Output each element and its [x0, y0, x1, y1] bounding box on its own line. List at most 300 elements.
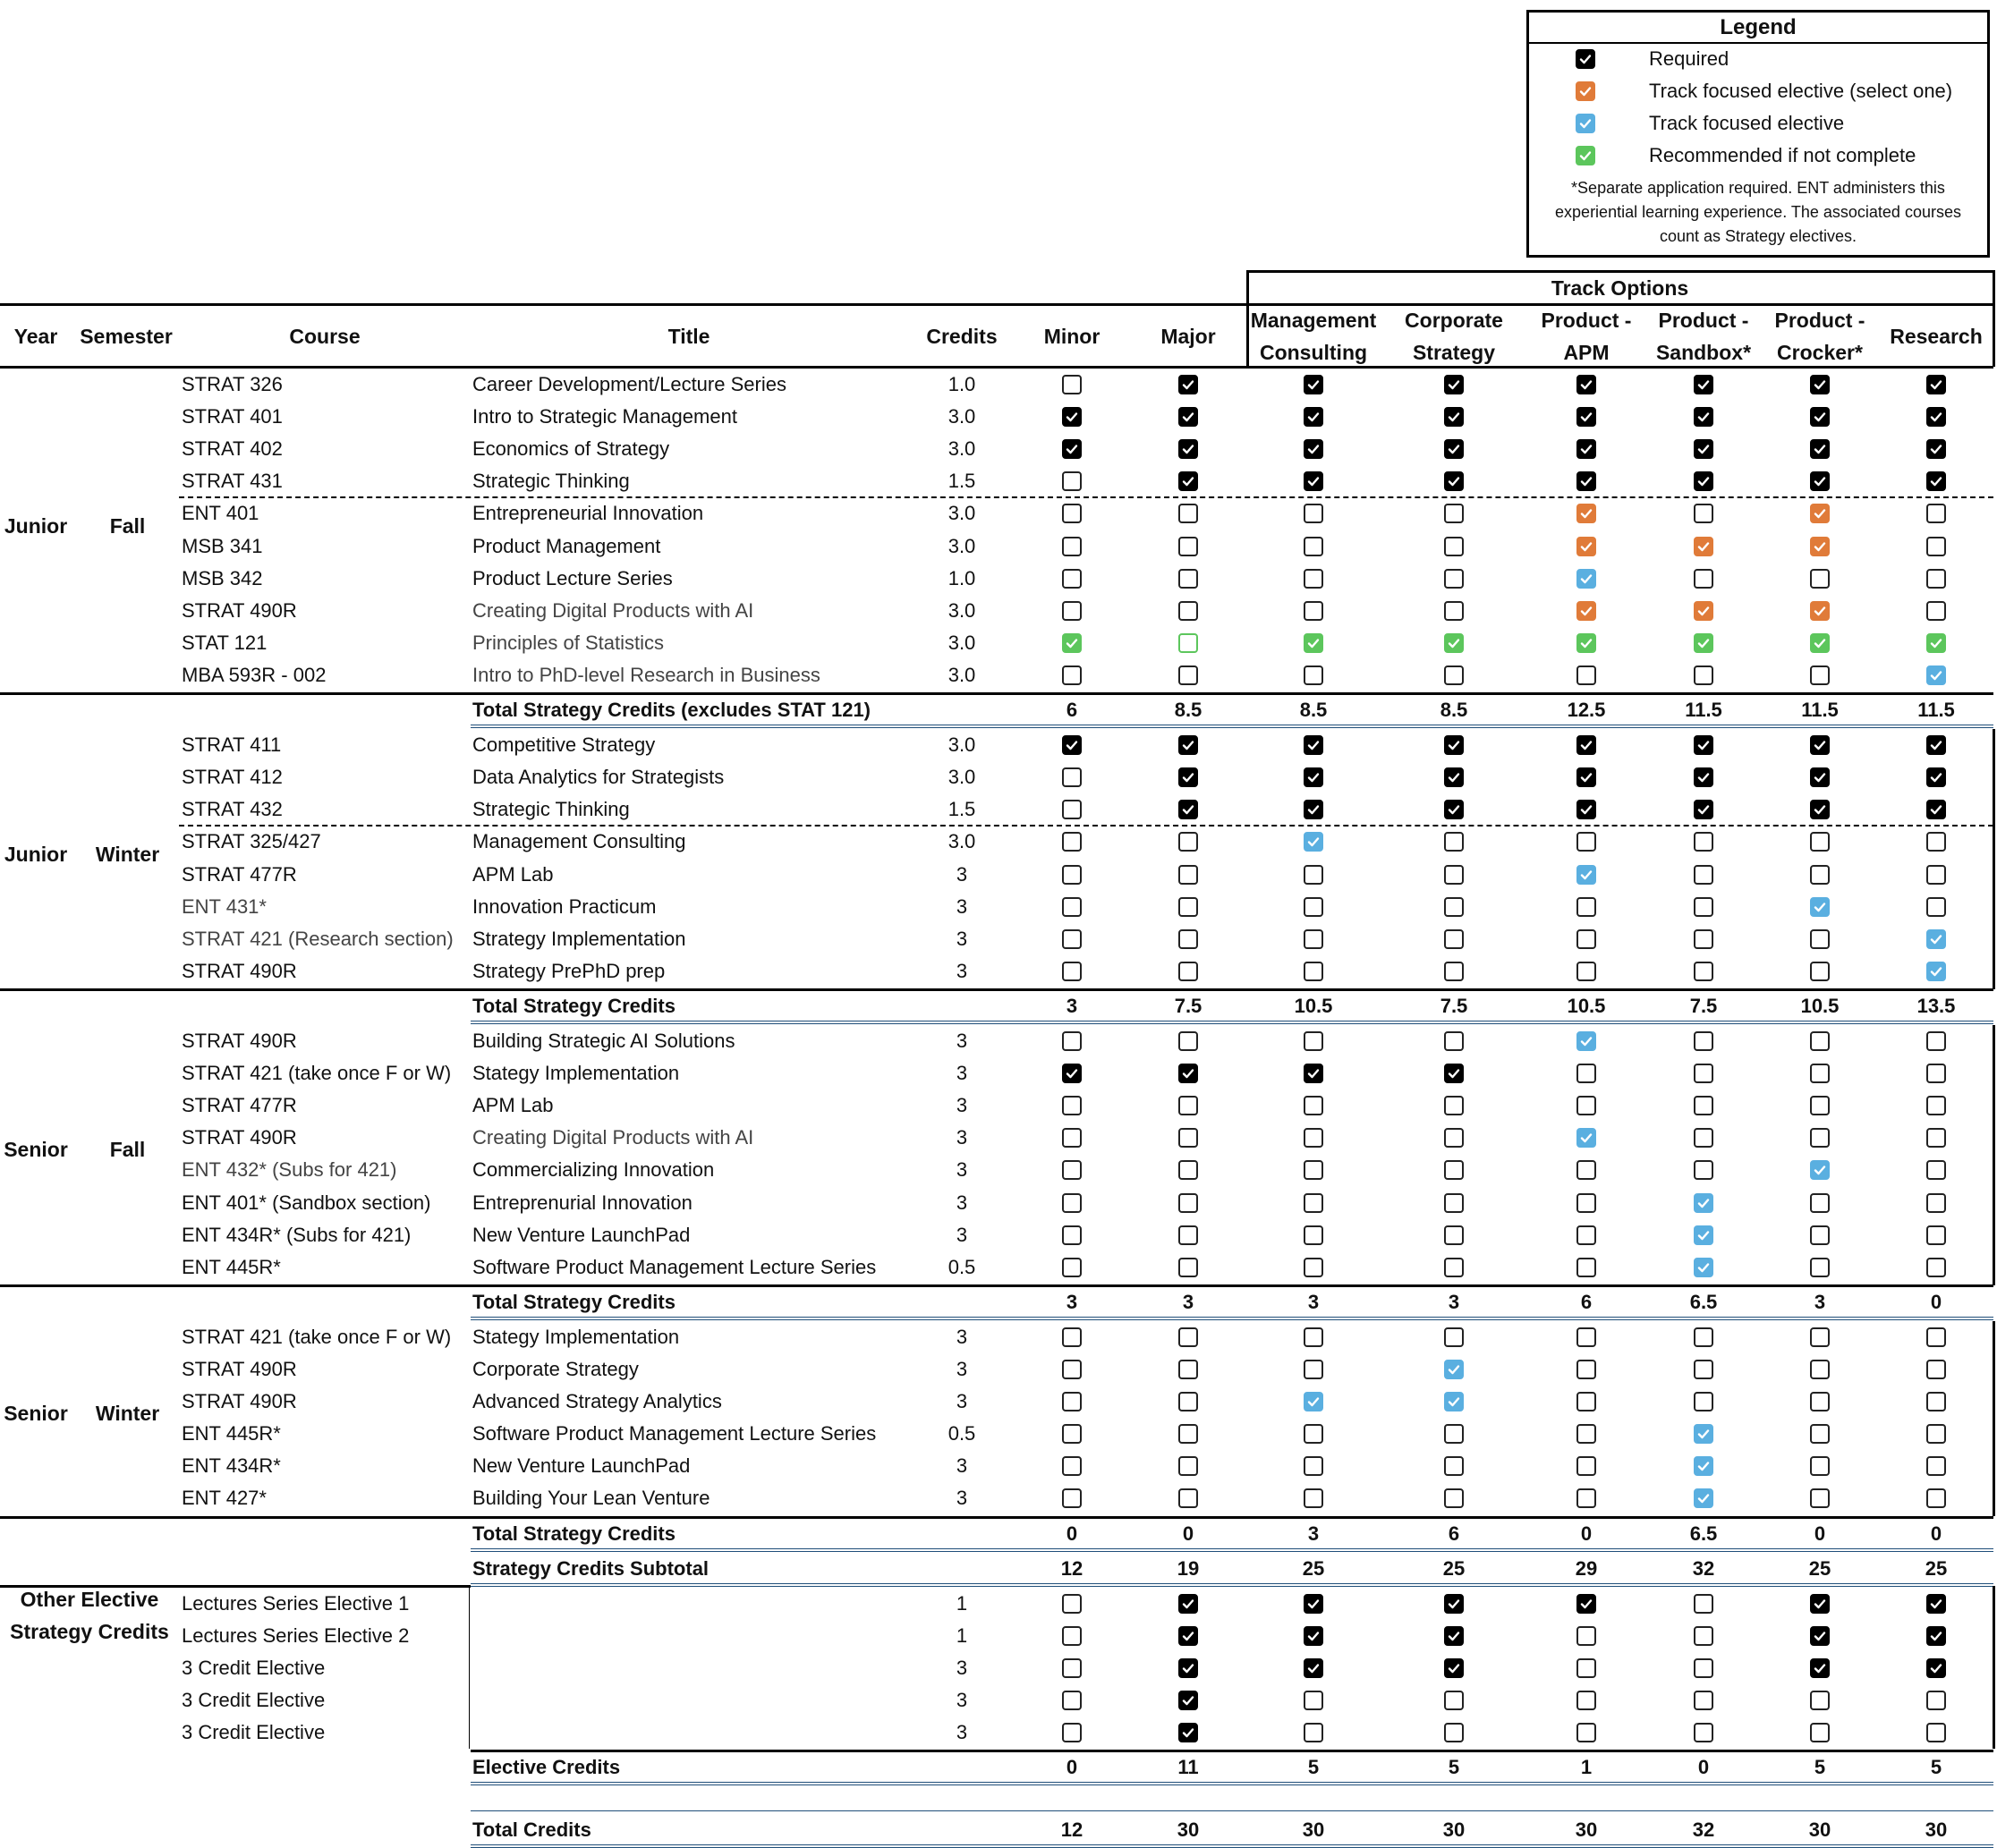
track-checkbox-icon [1178, 1160, 1198, 1180]
course-credits: 3 [956, 1126, 968, 1149]
course-title: Strategy PrePhD prep [472, 959, 666, 982]
track-checkbox-icon [1444, 897, 1464, 917]
track-options-header: Track Options [1551, 276, 1689, 300]
course-code: ENT 432* (Subs for 421) [182, 1158, 397, 1182]
track-checkbox-icon [1576, 1456, 1596, 1476]
track-checkbox-icon [1304, 1258, 1323, 1277]
course-title: Building Your Lean Venture [472, 1487, 710, 1510]
track-checkbox-icon [1062, 1064, 1082, 1083]
track-checkbox-icon [1694, 1225, 1713, 1245]
track-checkbox-icon [1926, 1160, 1946, 1180]
course-credits: 1.0 [948, 566, 976, 589]
elective-right-border [1993, 1586, 1995, 1750]
section-total-value: 0 [1930, 1290, 1942, 1313]
track-checkbox-icon [1810, 1360, 1830, 1379]
track-checkbox-icon [1178, 1594, 1198, 1614]
course-code: ENT 434R* [182, 1454, 281, 1478]
course-code: ENT 434R* (Subs for 421) [182, 1223, 412, 1246]
legend-label: Track focused elective [1649, 112, 1845, 134]
course-credits: 3 [956, 894, 968, 918]
track-checkbox-icon [1694, 735, 1713, 755]
section-total-value: 0 [1182, 1522, 1194, 1545]
elective-credits: 3 [956, 1656, 968, 1679]
section-total-value: 6.5 [1689, 1522, 1718, 1545]
track-checkbox-icon [1576, 633, 1596, 653]
track-checkbox-icon [1926, 407, 1946, 427]
track-checkbox-icon [1444, 504, 1464, 523]
track-checkbox-icon [1810, 537, 1830, 556]
section-total-value: 3 [1066, 1290, 1078, 1313]
track-checkbox-icon [1304, 1064, 1323, 1083]
course-credits: 3 [956, 1390, 968, 1413]
track-checkbox-icon [1444, 962, 1464, 981]
elective-credits: 1 [956, 1623, 968, 1647]
credits-header: Credits [926, 325, 998, 348]
course-title: Principles of Statistics [472, 631, 664, 654]
track-checkbox-icon [1576, 865, 1596, 885]
grand-total-label: Total Credits [472, 1818, 591, 1842]
track-checkbox-icon [1178, 407, 1198, 427]
track-checkbox-icon [1694, 1456, 1713, 1476]
track-checkbox-icon [1926, 1225, 1946, 1245]
track-checkbox-icon [1178, 601, 1198, 621]
track-checkbox-icon [1926, 1031, 1946, 1051]
track-checkbox-icon [1926, 1658, 1946, 1678]
track-checkbox-icon [1810, 767, 1830, 787]
track-checkbox-icon [1304, 665, 1323, 685]
major-header: Major [1160, 325, 1216, 348]
track-checkbox-icon [1178, 767, 1198, 787]
section-total-value: 3 [1814, 1290, 1826, 1313]
track-checkbox-icon [1810, 1031, 1830, 1051]
track-checkbox-icon [1926, 800, 1946, 819]
track-checkbox-icon [1062, 471, 1082, 491]
track-checkbox-icon [1062, 1392, 1082, 1411]
course-title: Innovation Practicum [472, 894, 657, 918]
grand-total-value: 32 [1692, 1818, 1715, 1842]
track-checkbox-icon [1926, 1488, 1946, 1508]
course-code: MSB 342 [182, 566, 263, 589]
track-checkbox-icon [1810, 1193, 1830, 1213]
track-checkbox-icon [1576, 897, 1596, 917]
section-total-label: Total Strategy Credits [472, 994, 676, 1017]
track-checkbox-icon [1304, 439, 1323, 459]
section-total-value: 6 [1448, 1522, 1460, 1545]
course-code: STRAT 401 [182, 405, 283, 428]
track-checkbox-icon [1304, 1691, 1323, 1710]
course-code: ENT 445R* [182, 1255, 281, 1278]
track-checkbox-icon [1576, 439, 1596, 459]
track-checkbox-icon [1694, 537, 1713, 556]
year-header: Year [13, 325, 58, 348]
course-code: MBA 593R - 002 [182, 663, 327, 686]
course-title: Strategic Thinking [472, 470, 630, 493]
track-checkbox-icon [1178, 569, 1198, 589]
course-title: APM Lab [472, 862, 554, 886]
track-checkbox-icon [1694, 832, 1713, 852]
course-code: STRAT 412 [182, 766, 283, 789]
track-checkbox-icon [1062, 1626, 1082, 1646]
grand-total-value: 30 [1575, 1818, 1598, 1842]
track-checkbox-icon [1694, 1128, 1713, 1148]
track-checkbox-icon [1444, 471, 1464, 491]
elective-total-label: Elective Credits [472, 1756, 621, 1779]
track-checkbox-icon [1576, 832, 1596, 852]
track-checkbox-icon [1694, 1160, 1713, 1180]
track-checkbox-icon [1694, 1488, 1713, 1508]
track-checkbox-icon [1178, 633, 1198, 653]
course-title: Commercializing Innovation [472, 1158, 715, 1182]
track-checkbox-icon [1062, 1360, 1082, 1379]
semester-label: Fall [109, 1138, 146, 1162]
track-checkbox-icon [1694, 633, 1713, 653]
course-code: STRAT 490R [182, 1390, 297, 1413]
other-elective-label: Other Elective [20, 1587, 159, 1611]
course-code: STAT 121 [182, 631, 268, 654]
track-checkbox-icon [1576, 601, 1596, 621]
track-checkbox-icon [1926, 897, 1946, 917]
section-total-value: 3 [1448, 1290, 1460, 1313]
total-rule [471, 1317, 1993, 1318]
year-label: Junior [4, 842, 68, 866]
track-checkbox-icon [1810, 1658, 1830, 1678]
track-checkbox-icon [1694, 375, 1713, 394]
track-checkbox-icon [1694, 407, 1713, 427]
section-total-value: 6.5 [1689, 1290, 1718, 1313]
track-checkbox-icon [1178, 1626, 1198, 1646]
track-checkbox-icon [1576, 1128, 1596, 1148]
track-checkbox-icon [1444, 1258, 1464, 1277]
course-title: Software Product Management Lecture Series [472, 1422, 877, 1445]
track-checkbox-icon [1062, 897, 1082, 917]
track-checkbox-icon [1178, 1225, 1198, 1245]
track-checkbox-icon [1694, 439, 1713, 459]
elective-total-value: 11 [1177, 1756, 1199, 1779]
track-checkbox-icon [1926, 1691, 1946, 1710]
elective-credits: 3 [956, 1721, 968, 1744]
track-checkbox-icon [1810, 1392, 1830, 1411]
track-checkbox-icon [1062, 929, 1082, 949]
course-credits: 1.5 [948, 470, 976, 493]
course-title: Creating Digital Products with AI [472, 598, 754, 622]
track-checkbox-icon [1178, 1392, 1198, 1411]
elective-total-value: 0 [1697, 1756, 1710, 1779]
track-checkbox-icon [1062, 439, 1082, 459]
semester-label: Winter [95, 1402, 160, 1426]
course-credits: 3.0 [948, 534, 976, 557]
track-checkbox-icon [1694, 1096, 1713, 1115]
elective-total-value: 5 [1814, 1756, 1826, 1779]
track-checkbox-icon [1926, 1456, 1946, 1476]
title-header: Title [667, 325, 710, 348]
section-total-value: 7.5 [1689, 994, 1718, 1017]
section-total-value: 0 [1580, 1522, 1593, 1545]
course-credits: 3 [956, 1358, 968, 1380]
track-checkbox-icon [1810, 865, 1830, 885]
legend-label: Track focused elective (select one) [1649, 80, 1953, 102]
track-checkbox-icon [1810, 1327, 1830, 1347]
track-checkbox-icon [1062, 665, 1082, 685]
subtotal-rule [471, 1586, 1993, 1587]
track-checkbox-icon [1694, 1031, 1713, 1051]
course-credits: 3.0 [948, 663, 976, 686]
track-checkbox-icon [1810, 929, 1830, 949]
track-checkbox-icon [1576, 1096, 1596, 1115]
track-checkbox-icon [1062, 1658, 1082, 1678]
track-checkbox-icon [1694, 897, 1713, 917]
track-checkbox-icon [1694, 1594, 1713, 1614]
track-checkbox-icon [1304, 1327, 1323, 1347]
track-checkbox-icon [1810, 1225, 1830, 1245]
track-checkbox-icon [1576, 375, 1596, 394]
track-checkbox-icon [1178, 800, 1198, 819]
subtotal-value: 29 [1575, 1556, 1598, 1580]
track-checkbox-icon [1444, 601, 1464, 621]
track-checkbox-icon [1694, 1424, 1713, 1444]
course-credits: 3.0 [948, 598, 976, 622]
track-checkbox-icon [1444, 1456, 1464, 1476]
track-checkbox-icon [1926, 1064, 1946, 1083]
subtotal-value: 19 [1177, 1556, 1200, 1580]
section-total-value: 11.5 [1917, 699, 1955, 721]
track-checkbox-icon [1694, 1327, 1713, 1347]
section-total-value: 3 [1066, 994, 1078, 1017]
section-total-value: 8.5 [1174, 699, 1202, 721]
track-checkbox-icon [1178, 537, 1198, 556]
track-checkbox-icon [1178, 1360, 1198, 1379]
section-total-value: 12.5 [1567, 699, 1606, 721]
track-checkbox-icon [1576, 569, 1596, 589]
track-header: Management [1250, 309, 1377, 332]
track-checkbox-icon [1444, 1128, 1464, 1148]
track-checkbox-icon [1178, 1327, 1198, 1347]
track-checkbox-icon [1178, 504, 1198, 523]
track-checkbox-icon [1926, 1128, 1946, 1148]
track-checkbox-icon [1926, 471, 1946, 491]
track-checkbox-icon [1694, 1360, 1713, 1379]
track-checkbox-icon [1304, 832, 1323, 852]
section-total-value: 0 [1066, 1522, 1078, 1545]
elective-course: 3 Credit Elective [182, 1656, 326, 1679]
course-title: Entreprenurial Innovation [472, 1191, 693, 1214]
track-checkbox-icon [1576, 1392, 1596, 1411]
track-checkbox-icon [1810, 1258, 1830, 1277]
course-title: Software Product Management Lecture Series [472, 1255, 877, 1278]
elective-course: Lectures Series Elective 2 [182, 1623, 410, 1647]
track-checkbox-icon [1178, 375, 1198, 394]
track-checkbox-icon [1576, 1031, 1596, 1051]
track-checkbox-icon [1576, 1360, 1596, 1379]
course-code: STRAT 477R [182, 1094, 297, 1117]
track-checkbox-icon [1926, 375, 1946, 394]
track-checkbox-icon [1304, 1456, 1323, 1476]
track-checkbox-icon [1304, 504, 1323, 523]
track-checkbox-icon [1304, 569, 1323, 589]
course-credits: 3 [956, 959, 968, 982]
track-checkbox-icon [1178, 832, 1198, 852]
course-credits: 3.0 [948, 830, 976, 853]
track-checkbox-icon [1178, 897, 1198, 917]
course-title: Stategy Implementation [472, 1062, 680, 1085]
course-credits: 0.5 [948, 1255, 976, 1278]
track-checkbox-icon [1926, 537, 1946, 556]
course-code: ENT 427* [182, 1487, 267, 1510]
track-checkbox-icon [1694, 569, 1713, 589]
track-checkbox-icon [1178, 1691, 1198, 1710]
section-top-rule [471, 1319, 1993, 1320]
track-checkbox-icon [1810, 1160, 1830, 1180]
course-credits: 3 [956, 1158, 968, 1182]
track-checkbox-icon [1576, 471, 1596, 491]
semester-label: Winter [95, 842, 160, 866]
subtotal-value: 32 [1692, 1556, 1715, 1580]
section-total-value: 3 [1307, 1522, 1320, 1545]
track-checkbox-icon [1304, 1658, 1323, 1678]
course-title: Economics of Strategy [472, 437, 670, 461]
track-header: Product - [1658, 309, 1749, 332]
elective-total-value: 5 [1930, 1756, 1942, 1779]
track-checkbox-icon [1062, 1160, 1082, 1180]
track-checkbox-icon [1694, 1258, 1713, 1277]
track-checkbox-icon [1062, 601, 1082, 621]
course-code: STRAT 431 [182, 470, 283, 493]
track-checkbox-icon [1304, 1193, 1323, 1213]
track-checkbox-icon [1062, 1594, 1082, 1614]
track-checkbox-icon [1810, 962, 1830, 981]
track-checkbox-icon [1810, 504, 1830, 523]
track-checkbox-icon [1926, 504, 1946, 523]
track-checkbox-icon [1926, 601, 1946, 621]
track-checkbox-icon [1304, 1160, 1323, 1180]
track-header: Corporate [1405, 309, 1503, 332]
subtotal-value: 25 [1808, 1556, 1831, 1580]
course-title: Entrepreneurial Innovation [472, 502, 704, 525]
course-title: Product Management [472, 534, 661, 557]
track-checkbox-icon [1304, 1488, 1323, 1508]
track-checkbox-icon [1576, 537, 1596, 556]
course-code: STRAT 490R [182, 959, 297, 982]
track-checkbox-icon [1304, 1096, 1323, 1115]
course-title: Creating Digital Products with AI [472, 1126, 754, 1149]
section-right-border [1993, 1321, 1995, 1517]
track-checkbox-icon [1178, 1488, 1198, 1508]
track-checkbox-icon [1810, 471, 1830, 491]
grand-total-value: 30 [1442, 1818, 1466, 1842]
course-code: STRAT 490R [182, 1126, 297, 1149]
track-checkbox-icon [1178, 1658, 1198, 1678]
track-checkbox-icon [1926, 1096, 1946, 1115]
course-credits: 3.0 [948, 766, 976, 789]
track-checkbox-icon [1304, 1360, 1323, 1379]
track-checkbox-icon [1178, 735, 1198, 755]
track-checkbox-icon [1810, 1626, 1830, 1646]
track-checkbox-icon [1694, 601, 1713, 621]
section-total-value: 3 [1182, 1290, 1194, 1313]
section-total-value: 11.5 [1801, 699, 1839, 721]
course-credits: 3.0 [948, 437, 976, 461]
track-checkbox-icon [1062, 1096, 1082, 1115]
track-checkbox-icon [1576, 504, 1596, 523]
grand-total-top-rule [471, 1810, 1993, 1811]
course-credits: 3.0 [948, 405, 976, 428]
course-code: STRAT 421 (Research section) [182, 927, 454, 950]
track-checkbox-icon [1062, 865, 1082, 885]
track-checkbox-icon [1694, 1723, 1713, 1742]
course-code: ENT 445R* [182, 1422, 281, 1445]
track-checkbox-icon [1926, 569, 1946, 589]
track-checkbox-icon [1178, 665, 1198, 685]
section-total-value: 6 [1066, 699, 1078, 721]
section-total-value: 10.5 [1800, 994, 1840, 1017]
track-checkbox-icon [1926, 962, 1946, 981]
track-checkbox-icon [1444, 569, 1464, 589]
course-credits: 3 [956, 1223, 968, 1246]
track-checkbox-icon [1304, 1723, 1323, 1742]
subtotal-label: Strategy Credits Subtotal [472, 1556, 710, 1580]
track-checkbox-icon [1694, 471, 1713, 491]
track-checkbox-icon [1926, 929, 1946, 949]
track-checkbox-icon [1444, 800, 1464, 819]
track-checkbox-icon [1444, 1658, 1464, 1678]
grand-total-rule [471, 1844, 1993, 1845]
track-checkbox-icon [1810, 439, 1830, 459]
track-checkbox-icon [1576, 767, 1596, 787]
grand-total-value: 30 [1925, 1818, 1948, 1842]
track-checkbox-icon [1444, 735, 1464, 755]
section-total-value: 0 [1930, 1522, 1942, 1545]
track-checkbox-icon [1576, 929, 1596, 949]
elective-total-value: 5 [1448, 1756, 1460, 1779]
track-checkbox-icon [1576, 735, 1596, 755]
section-right-border [1993, 729, 1995, 989]
track-checkbox-icon [1810, 1096, 1830, 1115]
track-checkbox-icon [1062, 1031, 1082, 1051]
course-code: STRAT 402 [182, 437, 283, 461]
track-checkbox-icon [1576, 1626, 1596, 1646]
section-top-rule [471, 1023, 1993, 1024]
section-total-value: 7.5 [1174, 994, 1202, 1017]
course-title: Intro to Strategic Management [472, 405, 737, 428]
track-checkbox-icon [1694, 1064, 1713, 1083]
track-header: Consulting [1259, 341, 1368, 364]
track-checkbox-icon [1062, 537, 1082, 556]
track-checkbox-icon [1926, 1258, 1946, 1277]
section-total-value: 10.5 [1294, 994, 1333, 1017]
track-checkbox-icon [1444, 1488, 1464, 1508]
track-checkbox-icon [1304, 633, 1323, 653]
section-total-value: 6 [1580, 1290, 1593, 1313]
semester-label: Fall [109, 513, 146, 538]
track-checkbox-icon [1576, 1160, 1596, 1180]
track-checkbox-icon [1810, 633, 1830, 653]
course-code: STRAT 477R [182, 862, 297, 886]
track-checkbox-icon [1062, 735, 1082, 755]
track-header: Strategy [1412, 341, 1496, 364]
track-checkbox-icon [1576, 407, 1596, 427]
track-checkbox-icon [1810, 832, 1830, 852]
elective-left-border [469, 1588, 470, 1750]
course-code: ENT 401* (Sandbox section) [182, 1191, 431, 1214]
elective-total-value: 5 [1307, 1756, 1320, 1779]
track-checkbox-icon [1926, 439, 1946, 459]
grand-total-value: 30 [1177, 1818, 1200, 1842]
course-title: Intro to PhD-level Research in Business [472, 663, 820, 686]
track-checkbox-icon [1062, 1488, 1082, 1508]
track-checkbox-icon [1444, 1392, 1464, 1411]
track-checkbox-icon [1062, 962, 1082, 981]
course-title: Competitive Strategy [472, 733, 656, 757]
track-checkbox-icon [1694, 665, 1713, 685]
